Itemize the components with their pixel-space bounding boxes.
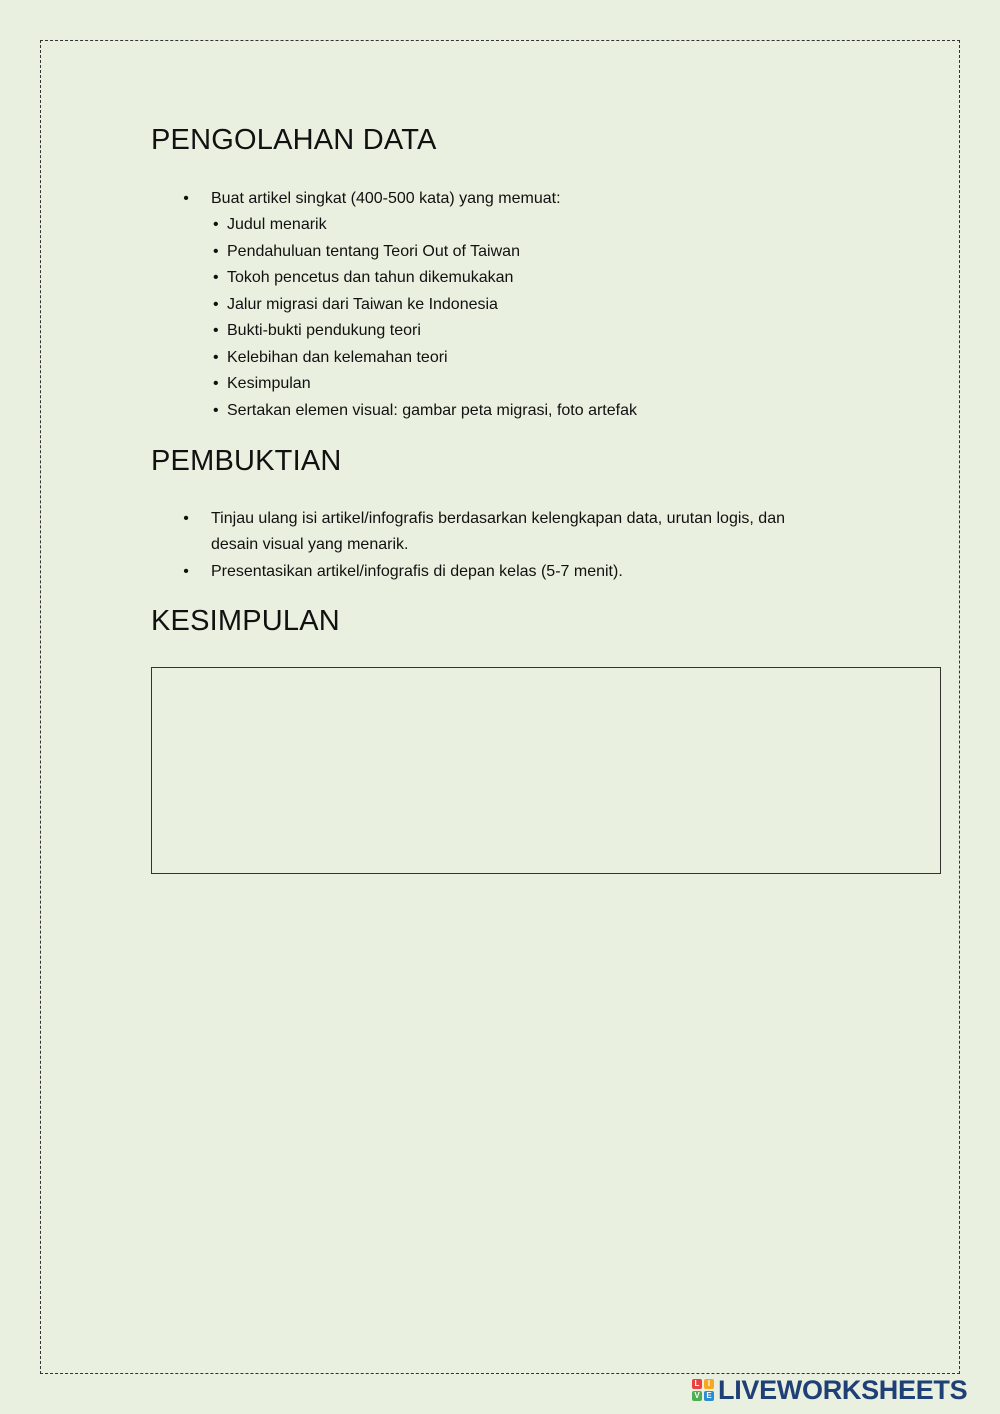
bullet-icon: •	[183, 190, 189, 207]
logo-square: L	[692, 1379, 702, 1389]
sub-item	[213, 292, 637, 319]
sub-item	[213, 371, 637, 398]
logo-square: E	[704, 1391, 714, 1401]
bullet-text: Presentasikan artikel/infografis di depan kelas (5-7 menit).	[211, 563, 623, 580]
sub-item-text: Kesimpulan	[227, 375, 311, 392]
sub-bullet-icon: •	[213, 242, 219, 260]
sub-item	[213, 265, 637, 292]
sub-item	[213, 239, 637, 266]
section-title-pembuktian: PEMBUKTIAN	[151, 445, 342, 477]
section-title-kesimpulan: KESIMPULAN	[151, 605, 340, 637]
sub-bullet-icon: •	[213, 375, 219, 392]
logo-squares-icon	[692, 1379, 714, 1401]
section-title-pengolahan-data: PENGOLAHAN DATA	[151, 124, 437, 156]
sub-bullet-icon: •	[213, 216, 219, 233]
sub-bullet-icon: •	[213, 322, 219, 339]
sub-bullet-icon: •	[213, 348, 219, 366]
sub-item-text: Jalur migrasi dari Taiwan ke Indonesia	[227, 295, 498, 313]
sub-item-text: Judul menarik	[227, 216, 327, 233]
logo-square: V	[692, 1391, 702, 1401]
sub-item-list	[213, 212, 637, 424]
sub-item-text: Kelebihan dan kelemahan teori	[227, 348, 448, 366]
logo-text: LIVEWORKSHEETS	[718, 1374, 968, 1405]
sub-item	[213, 212, 637, 239]
sub-item	[213, 318, 637, 345]
bullet-text-line-1: Tinjau ulang isi artikel/infografis berdasarkan kelengkapan data, urutan logis, dan	[211, 510, 785, 527]
sub-item-text: Bukti-bukti pendukung teori	[227, 322, 421, 339]
bullet-text-line-2: desain visual yang menarik.	[211, 536, 409, 553]
bullet-text: Buat artikel singkat (400-500 kata) yang memuat:	[211, 190, 561, 207]
sub-bullet-icon: •	[213, 401, 219, 419]
liveworksheets-logo	[692, 1376, 967, 1404]
sub-bullet-icon: •	[213, 269, 219, 286]
sub-item-text: Pendahuluan tentang Teori Out of Taiwan	[227, 242, 520, 260]
sub-item-text: Sertakan elemen visual: gambar peta migrasi, foto artefak	[227, 401, 637, 419]
sub-item	[213, 345, 637, 372]
logo-square: I	[704, 1379, 714, 1389]
sub-item	[213, 398, 637, 425]
kesimpulan-answer-box[interactable]	[151, 667, 941, 874]
sub-item-text: Tokoh pencetus dan tahun dikemukakan	[227, 269, 514, 286]
bullet-icon: •	[183, 563, 189, 580]
bullet-icon: •	[183, 510, 189, 527]
sub-bullet-icon: •	[213, 295, 219, 313]
